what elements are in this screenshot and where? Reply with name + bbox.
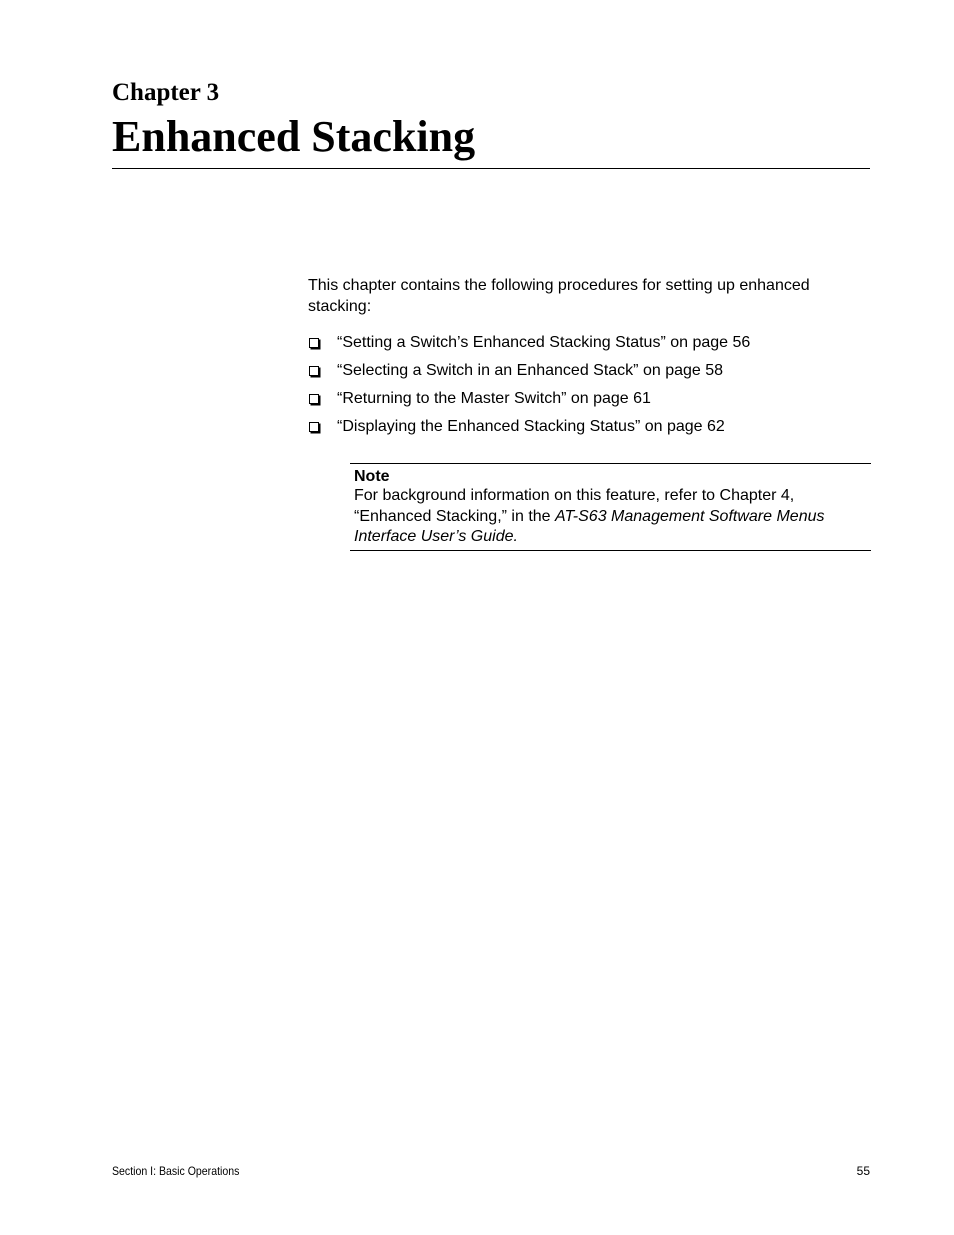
procedure-link-text[interactable]: “Setting a Switch’s Enhanced Stacking Status” on page 56 [337, 334, 751, 351]
footer-section-label: Section I: Basic Operations [112, 1164, 240, 1178]
note-guide-title: AT-S63 Management Software Menus Interface User’s Guide. [354, 507, 825, 545]
checkbox-bullet-icon [309, 338, 319, 348]
procedure-link-text[interactable]: “Returning to the Master Switch” on page 61 [337, 390, 651, 407]
procedure-link-text[interactable]: “Selecting a Switch in an Enhanced Stack” on page 58 [337, 362, 724, 379]
procedure-item[interactable] [308, 389, 868, 417]
checkbox-bullet-icon [309, 366, 319, 376]
procedure-item[interactable] [308, 417, 868, 445]
note-body-text: For background information on this feature, refer to Chapter 4, “Enhanced Stacking,” in the [354, 487, 795, 525]
checkbox-bullet-icon [309, 422, 319, 432]
intro-paragraph: This chapter contains the following procedures for setting up enhanced stacking: [308, 277, 810, 315]
procedure-item[interactable] [308, 333, 868, 361]
checkbox-bullet-icon [309, 394, 319, 404]
chapter-label: Chapter 3 [112, 79, 220, 106]
note-body [354, 486, 866, 548]
note-heading: Note [354, 468, 390, 485]
procedure-link-text[interactable]: “Displaying the Enhanced Stacking Status” on page 62 [337, 418, 725, 435]
footer-page-number: 55 [856, 1164, 870, 1178]
chapter-title: Enhanced Stacking [112, 112, 476, 161]
title-divider [112, 168, 870, 169]
procedure-item[interactable] [308, 361, 868, 389]
procedure-list [308, 333, 868, 445]
note-box [350, 463, 871, 551]
